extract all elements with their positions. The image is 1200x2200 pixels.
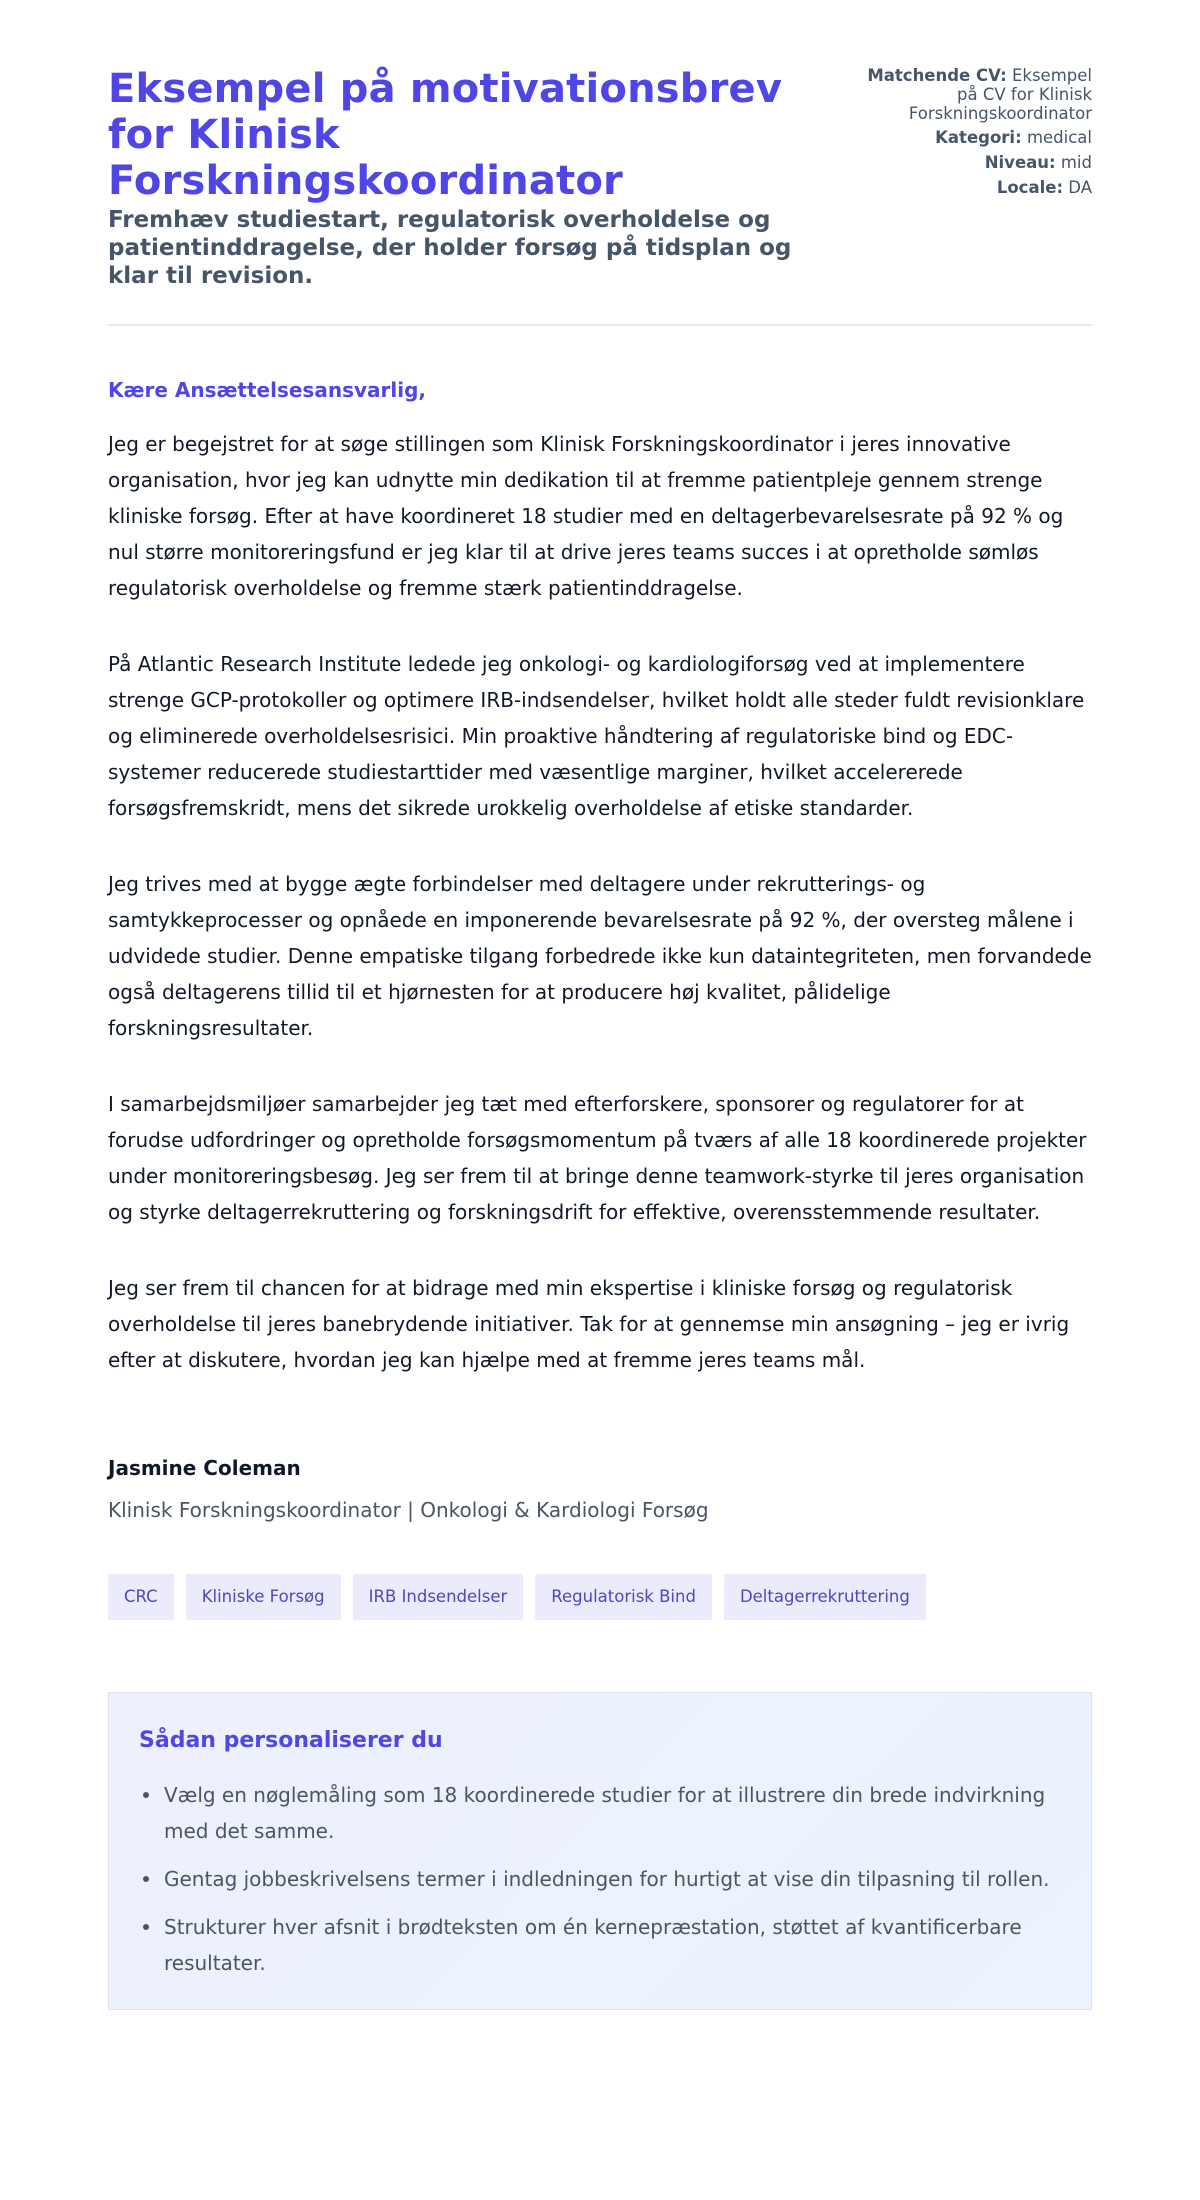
letter-paragraph: I samarbejdsmiljøer samarbejder jeg tæt med efterforskere, sponsorer og regulatorer for at forudse udfordringer og opretholde forsøgsmomentum på tværs af alle 18 koordinerede projekter under monitoreringsbesøg. Jeg ser frem til at bringe denne teamwork-styrke til jeres organisation og styrke deltagerrekruttering og forskningsdrift for effektive, overensstemmende resultater.: [108, 1092, 1087, 1224]
meta-category-label: Kategori:: [935, 128, 1022, 147]
meta-level-label: Niveau:: [984, 153, 1056, 172]
tips-item-text: Strukturer hver afsnit i brødteksten om én kernepræstation, støttet af kvantificerbare resultater.: [164, 1915, 1022, 1975]
meta-matching-cv-value: Eksempel på CV for Klinisk Forskningskoordinator: [908, 66, 1092, 123]
tips-list: [139, 1777, 1061, 1981]
tips-item: [139, 1861, 1061, 1897]
tag-list: [108, 1574, 1092, 1620]
header-title-block: [108, 66, 828, 290]
meta-locale: [842, 178, 1092, 198]
meta-locale-value: DA: [1068, 178, 1092, 197]
meta-locale-label: Locale:: [996, 178, 1064, 197]
letter-paragraph: På Atlantic Research Institute ledede jeg onkologi- og kardiologiforsøg ved at implementere strenge GCP-protokoller og optimere IRB-indsendelser, hvilket holdt alle steder fuldt revisionklare og eliminerede overholdelsesrisici. Min proaktive håndtering af regulatoriske bind og EDC-systemer reducerede studiestarttider med væsentlige marginer, hvilket accelererede forsøgsfremskridt, mens det sikrede urokkelig overholdelse af etiske standarder.: [108, 652, 1085, 820]
tips-item: [139, 1777, 1061, 1849]
tips-item-text: Gentag jobbeskrivelsens termer i indledningen for hurtigt at vise din tilpasning til rollen.: [164, 1867, 1050, 1891]
bullet-icon: [143, 1792, 149, 1798]
bullet-icon: [143, 1876, 149, 1882]
letter-body: [108, 376, 1092, 1378]
meta-matching-cv-label: Matchende CV:: [867, 66, 1007, 85]
meta-category: [842, 128, 1092, 148]
page-subtitle: Fremhæv studiestart, regulatorisk overholdelse og patientinddragelse, der holder forsøg på tidsplan og klar til revision.: [108, 207, 792, 289]
letter-paragraph: Jeg trives med at bygge ægte forbindelser med deltagere under rekrutterings- og samtykkeprocesser og opnåede en imponerende bevarelsesrate på 92 %, der oversteg målene i udvidede studier. Denne empatiske tilgang forbedrede ikke kun dataintegriteten, men forvandede også deltagerens tillid til et hjørnesten for at producere høj kvalitet, pålidelige forskningsresultater.: [108, 872, 1092, 1040]
page-header: [108, 66, 1092, 326]
letter-paragraphs: [108, 426, 1092, 1378]
tips-item-text: Vælg en nøglemåling som 18 koordinerede studier for at illustrere din brede indvirkning med det samme.: [164, 1783, 1046, 1843]
signature-name: Jasmine Coleman: [108, 1456, 301, 1480]
tag-crc: CRC: [108, 1574, 174, 1620]
meta-level: [842, 153, 1092, 173]
tag-deltagerrekruttering: Deltagerrekruttering: [724, 1574, 926, 1620]
page-title: Eksempel på motivationsbrev for Klinisk Forskningskoordinator: [108, 66, 783, 204]
letter-paragraph: Jeg er begejstret for at søge stillingen som Klinisk Forskningskoordinator i jeres innovative organisation, hvor jeg kan udnytte min dedikation til at fremme patientpleje gennem strenge kliniske forsøg. Efter at have koordineret 18 studier med en deltagerbevarelsesrate på 92 % og nul større monitoreringsfund er jeg klar til at drive jeres teams succes i at opretholde sømløs regulatorisk overholdelse og fremme stærk patientinddragelse.: [108, 432, 1064, 600]
bullet-icon: [143, 1924, 149, 1930]
signature-title: Klinisk Forskningskoordinator | Onkologi & Kardiologi Forsøg: [108, 1498, 709, 1522]
letter-paragraph: Jeg ser frem til chancen for at bidrage med min ekspertise i kliniske forsøg og regulatorisk overholdelse til jeres banebrydende initiativer. Tak for at gennemse min ansøgning – jeg er ivrig efter at diskutere, hvordan jeg kan hjælpe med at fremme jeres teams mål.: [108, 1276, 1070, 1372]
tag-kliniske-forsog: Kliniske Forsøg: [186, 1574, 341, 1620]
meta-category-value: medical: [1026, 128, 1092, 147]
tips-title: Sådan personaliserer du: [139, 1728, 443, 1753]
tips-item: [139, 1909, 1061, 1981]
tag-irb-indsendelser: IRB Indsendelser: [353, 1574, 524, 1620]
meta-info: [842, 66, 1092, 203]
letter-greeting: Kære Ansættelsesansvarlig,: [108, 378, 426, 402]
personalization-tips-box: [108, 1692, 1092, 2010]
meta-matching-cv: [842, 66, 1092, 123]
meta-level-value: mid: [1060, 153, 1092, 172]
tag-regulatorisk-bind: Regulatorisk Bind: [535, 1574, 712, 1620]
signature-block: [108, 1454, 1092, 1524]
